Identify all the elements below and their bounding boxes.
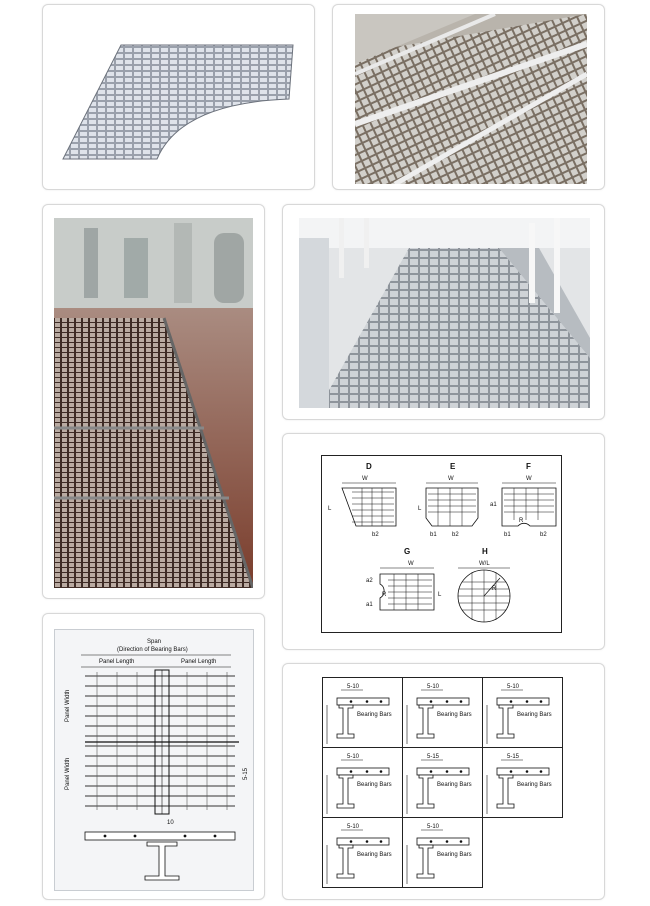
span-diagram bbox=[54, 629, 254, 891]
dim-a2-g: a2 bbox=[366, 578, 373, 584]
dim-b1-e: b1 bbox=[430, 532, 437, 538]
card-overhead-walkway bbox=[332, 4, 605, 190]
dim-a1-g: a1 bbox=[366, 602, 373, 608]
card-fixing-diagrams bbox=[282, 663, 605, 900]
card-span-diagram bbox=[42, 613, 265, 900]
dim-a-f: a1 bbox=[490, 502, 497, 508]
gap-bottom: 10 bbox=[167, 820, 174, 826]
fixing-dim-label: 5-15 bbox=[507, 754, 520, 760]
span-label: Span bbox=[147, 639, 162, 645]
fixing-detail-cell bbox=[402, 677, 483, 748]
shape-label-g: G bbox=[404, 547, 411, 556]
bearing-bars-label: Bearing Bars bbox=[437, 782, 472, 788]
bearing-bars-label: Bearing Bars bbox=[437, 712, 472, 718]
curved-grating-photo bbox=[61, 41, 297, 161]
dim-b2-f: b2 bbox=[540, 532, 547, 538]
bearing-bars-label: Bearing Bars bbox=[517, 712, 552, 718]
factory-floor-photo bbox=[54, 218, 253, 588]
overhead-walkway-photo bbox=[355, 14, 587, 184]
shape-label-h: H bbox=[482, 547, 488, 556]
card-long-walkway bbox=[282, 204, 605, 420]
dim-r-h: R bbox=[492, 586, 497, 592]
fixing-dim-label: 5-10 bbox=[507, 684, 520, 690]
fixing-detail-cell bbox=[322, 747, 403, 818]
fixing-detail-grid bbox=[322, 677, 564, 889]
panel-width-bottom: Panel Width bbox=[65, 757, 71, 790]
direction-label: (Direction of Bearing Bars) bbox=[117, 647, 188, 653]
dim-r-f: R bbox=[519, 518, 524, 524]
fixing-detail-cell bbox=[482, 747, 563, 818]
fixing-dim-label: 5-10 bbox=[347, 754, 360, 760]
dim-w-f: W bbox=[526, 476, 532, 482]
fixing-detail-cell bbox=[402, 817, 483, 888]
panel-width-top: Panel Width bbox=[65, 689, 71, 722]
fixing-dim-label: 5-10 bbox=[427, 824, 440, 830]
shape-label-f: F bbox=[526, 462, 531, 471]
fixing-detail-cell bbox=[482, 677, 563, 748]
long-walkway-photo bbox=[299, 218, 590, 408]
bearing-bars-label: Bearing Bars bbox=[517, 782, 552, 788]
dim-b1-f: b1 bbox=[504, 532, 511, 538]
panel-length-left: Panel Length bbox=[99, 659, 135, 665]
card-shape-diagrams bbox=[282, 433, 605, 650]
fixing-detail-cell bbox=[402, 747, 483, 818]
dim-b2-e: b2 bbox=[452, 532, 459, 538]
shape-diagram bbox=[321, 455, 562, 633]
bearing-bars-label: Bearing Bars bbox=[357, 712, 392, 718]
dim-w-d: W bbox=[362, 476, 368, 482]
gap-right: 5-15 bbox=[243, 767, 249, 780]
panel-length-right: Panel Length bbox=[181, 659, 217, 665]
dim-b2-d: b2 bbox=[372, 532, 379, 538]
dim-l-g: L bbox=[438, 592, 442, 598]
bearing-bars-label: Bearing Bars bbox=[437, 852, 472, 858]
fixing-dim-label: 5-10 bbox=[347, 824, 360, 830]
card-curved-grating bbox=[42, 4, 315, 190]
bearing-bars-label: Bearing Bars bbox=[357, 852, 392, 858]
dim-r-g: R bbox=[382, 592, 387, 598]
bearing-bars-label: Bearing Bars bbox=[357, 782, 392, 788]
card-factory-floor bbox=[42, 204, 265, 599]
shape-label-e: E bbox=[450, 462, 456, 471]
fixing-detail-cell bbox=[322, 677, 403, 748]
dim-w-e: W bbox=[448, 476, 454, 482]
dim-l-d: L bbox=[328, 506, 332, 512]
fixing-detail-cell bbox=[322, 817, 403, 888]
fixing-dim-label: 5-10 bbox=[347, 684, 360, 690]
dim-w-g: W bbox=[408, 561, 414, 567]
dim-wl-h: W/L bbox=[479, 561, 490, 567]
shape-label-d: D bbox=[366, 462, 372, 471]
dim-l-e: L bbox=[418, 506, 422, 512]
fixing-dim-label: 5-10 bbox=[427, 684, 440, 690]
fixing-dim-label: 5-15 bbox=[427, 754, 440, 760]
